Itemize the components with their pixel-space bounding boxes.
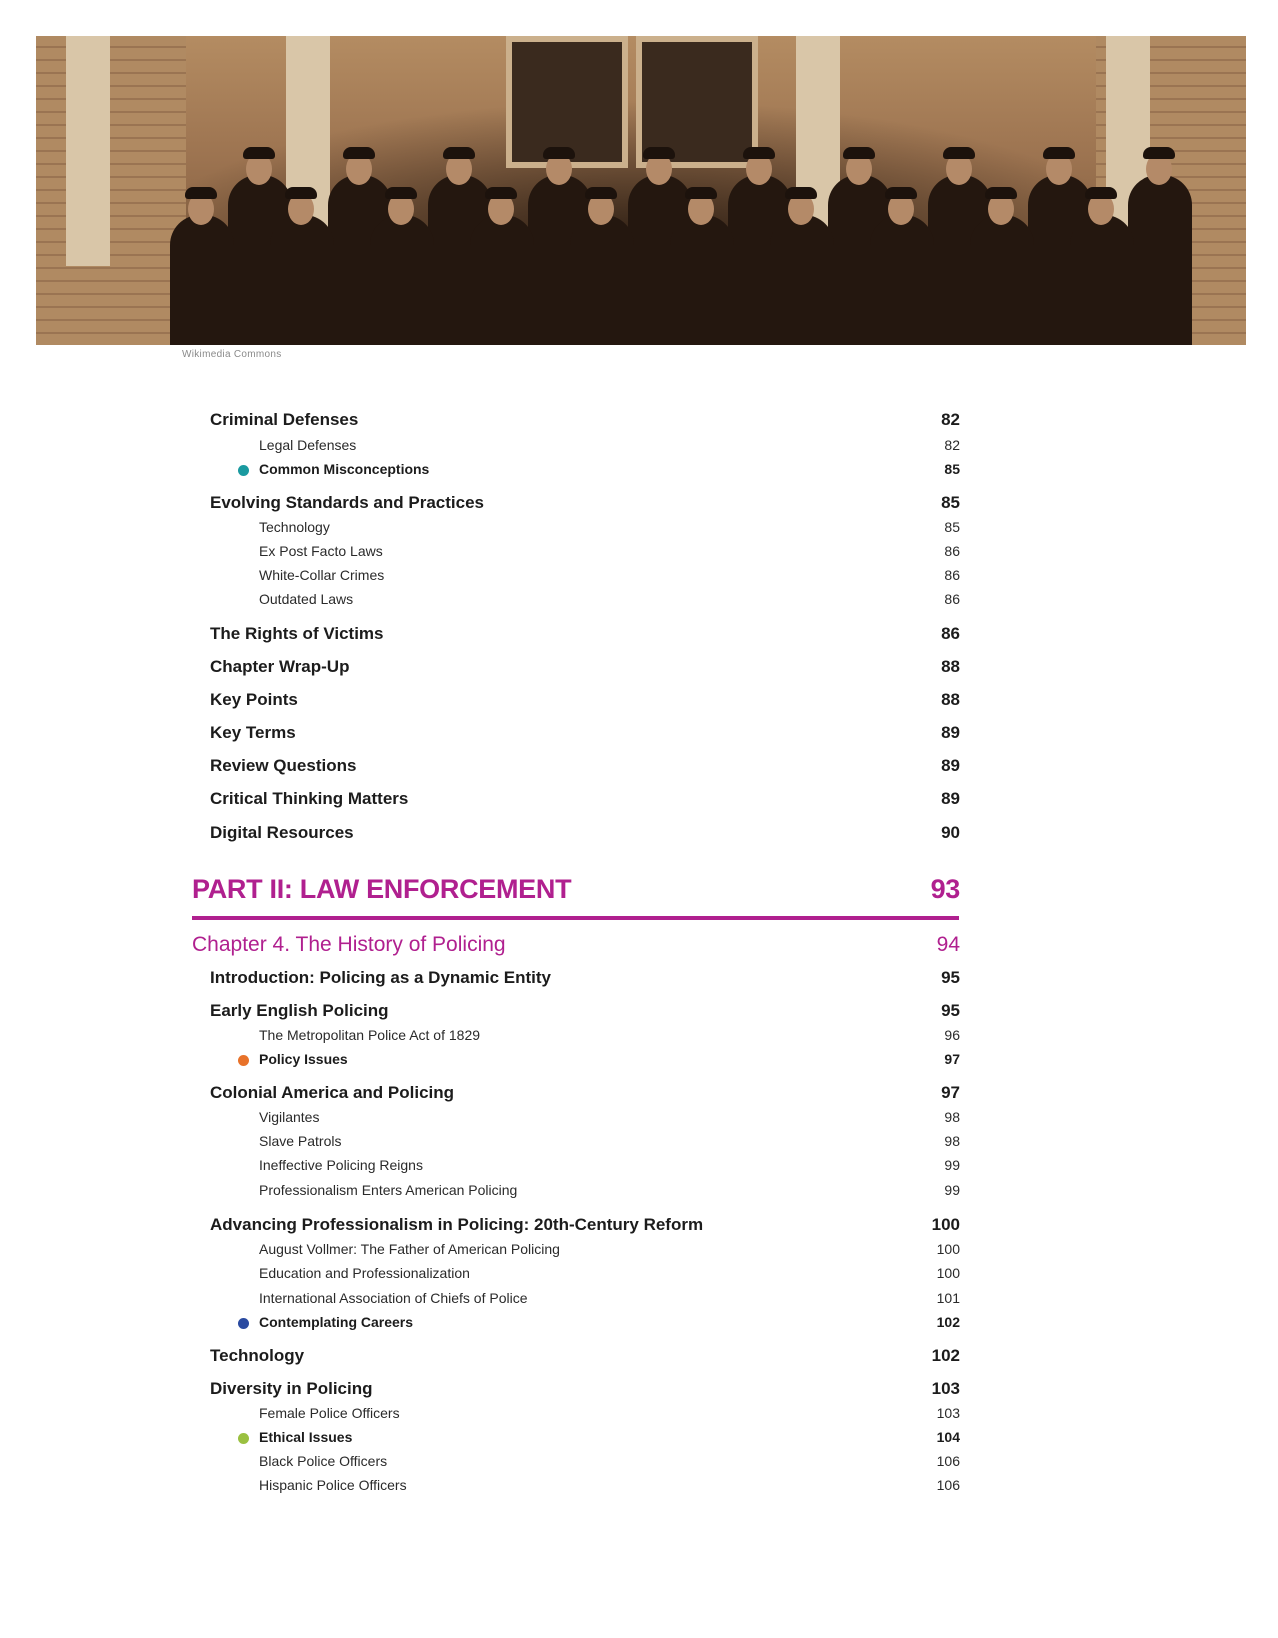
toc-entry[interactable]: [210, 968, 960, 988]
toc-entry-title: Evolving Standards and Practices: [210, 493, 484, 512]
toc-subentry[interactable]: [210, 437, 960, 457]
toc-entry-title: Critical Thinking Matters: [210, 789, 409, 808]
blue-bullet-icon: [238, 1318, 249, 1329]
toc-entry-title: Advancing Professionalism in Policing: 20th-Century Reform: [210, 1215, 704, 1234]
toc-entry-page: 89: [941, 723, 960, 742]
toc-entry-title: Early English Policing: [210, 1001, 389, 1020]
toc-entry-page: 102: [931, 1346, 960, 1365]
toc-entry[interactable]: [210, 657, 960, 677]
toc-entry-title: Female Police Officers: [259, 1405, 400, 1421]
part-title: PART II: LAW ENFORCEMENT: [192, 874, 572, 904]
toc-entry[interactable]: [210, 1083, 960, 1103]
toc-entry[interactable]: [210, 723, 960, 743]
toc-entry-page: 95: [941, 968, 960, 987]
toc-entry-page: 97: [941, 1083, 960, 1102]
toc-entry-page: 99: [944, 1182, 960, 1198]
toc-entry-page: 103: [931, 1379, 960, 1398]
toc-subentry[interactable]: [210, 1405, 960, 1425]
toc-entry-page: 100: [936, 1265, 960, 1281]
toc-entry-title: International Association of Chiefs of Police: [259, 1290, 528, 1306]
toc-entry-title: Ineffective Policing Reigns: [259, 1157, 423, 1173]
toc-entry-title: Introduction: Policing as a Dynamic Entity: [210, 968, 551, 987]
toc-subentry[interactable]: [210, 1265, 960, 1285]
toc-entry-title: The Metropolitan Police Act of 1829: [259, 1027, 481, 1043]
toc-entry[interactable]: [210, 410, 960, 430]
chapter-heading[interactable]: [192, 933, 960, 957]
toc-subentry[interactable]: [210, 1241, 960, 1261]
part-divider: [192, 916, 959, 920]
toc-entry-title: The Rights of Victims: [210, 624, 384, 643]
chapter-page: 94: [936, 933, 960, 956]
toc-entry-title: Technology: [210, 1346, 305, 1365]
toc-entry-page: 97: [944, 1051, 960, 1067]
toc-entry-title: Hispanic Police Officers: [259, 1477, 407, 1493]
toc-entry-title: Common Misconceptions: [259, 461, 430, 477]
toc-entry-title: Contemplating Careers: [259, 1314, 414, 1330]
toc-entry-title: Technology: [259, 519, 330, 535]
toc-entry-page: 100: [931, 1215, 960, 1234]
toc-entry[interactable]: [210, 1379, 960, 1399]
toc-entry-page: 88: [941, 657, 960, 676]
toc-entry-page: 102: [936, 1314, 960, 1330]
toc-entry[interactable]: [210, 690, 960, 710]
toc-entry-title: Chapter Wrap-Up: [210, 657, 350, 676]
toc-entry-page: 101: [936, 1290, 960, 1306]
toc-entry-page: 89: [941, 756, 960, 775]
toc-subentry[interactable]: [210, 567, 960, 587]
toc-subentry[interactable]: [210, 1314, 960, 1334]
toc-subentry[interactable]: [210, 1157, 960, 1177]
toc-entry-title: Professionalism Enters American Policing: [259, 1182, 518, 1198]
toc-entry-page: 86: [944, 543, 960, 559]
toc-entry-page: 95: [941, 1001, 960, 1020]
toc-subentry[interactable]: [210, 1133, 960, 1153]
toc-entry-title: Vigilantes: [259, 1109, 320, 1125]
toc-entry-page: 98: [944, 1133, 960, 1149]
toc-subentry[interactable]: [210, 519, 960, 539]
toc-entry[interactable]: [210, 493, 960, 513]
toc-subentry[interactable]: [210, 1290, 960, 1310]
toc-entry[interactable]: [210, 624, 960, 644]
toc-entry-page: 89: [941, 789, 960, 808]
toc-entry-title: White-Collar Crimes: [259, 567, 385, 583]
toc-entry-title: Black Police Officers: [259, 1453, 388, 1469]
toc-entry-title: Review Questions: [210, 756, 357, 775]
toc-entry-page: 86: [941, 624, 960, 643]
toc-entry[interactable]: [210, 1001, 960, 1021]
toc-entry-page: 85: [944, 461, 960, 477]
toc-entry-title: Slave Patrols: [259, 1133, 342, 1149]
toc-entry-page: 106: [936, 1477, 960, 1493]
toc-entry-page: 85: [944, 519, 960, 535]
toc-entry-page: 88: [941, 690, 960, 709]
toc-entry-title: Education and Professionalization: [259, 1265, 470, 1281]
toc-entry-page: 85: [941, 493, 960, 512]
toc-subentry[interactable]: [210, 1429, 960, 1449]
toc-entry-title: Digital Resources: [210, 823, 354, 842]
toc-subentry[interactable]: [210, 591, 960, 611]
teal-bullet-icon: [238, 465, 249, 476]
toc-entry[interactable]: [210, 823, 960, 843]
toc-entry-page: 82: [944, 437, 960, 453]
toc-entry-title: Criminal Defenses: [210, 410, 359, 429]
toc-subentry[interactable]: [210, 1027, 960, 1047]
toc-entry-page: 82: [941, 410, 960, 429]
toc-subentry[interactable]: [210, 1453, 960, 1473]
toc-subentry[interactable]: [210, 461, 960, 481]
toc-subentry[interactable]: [210, 1182, 960, 1202]
toc-entry-title: Key Terms: [210, 723, 296, 742]
header-photo: [36, 36, 1246, 345]
green-bullet-icon: [238, 1433, 249, 1444]
toc-entry[interactable]: [210, 1346, 960, 1366]
toc-entry[interactable]: [210, 789, 960, 809]
toc-subentry[interactable]: [210, 1109, 960, 1129]
photo-credit: Wikimedia Commons: [182, 349, 282, 360]
part-heading[interactable]: [192, 874, 960, 906]
toc-entry-page: 106: [936, 1453, 960, 1469]
toc-entry-page: 90: [941, 823, 960, 842]
toc-entry-title: Legal Defenses: [259, 437, 357, 453]
toc-entry[interactable]: [210, 756, 960, 776]
toc-entry-page: 96: [944, 1027, 960, 1043]
toc-entry-page: 86: [944, 567, 960, 583]
toc-entry-page: 86: [944, 591, 960, 607]
toc-entry-page: 104: [936, 1429, 960, 1445]
toc-entry-title: Colonial America and Policing: [210, 1083, 455, 1102]
toc-entry-page: 103: [936, 1405, 960, 1421]
toc-entry[interactable]: [210, 1215, 960, 1235]
toc-entry-title: Ex Post Facto Laws: [259, 543, 383, 559]
toc-entry-title: Ethical Issues: [259, 1429, 353, 1445]
toc-subentry[interactable]: [210, 1477, 960, 1497]
toc-entry-title: Key Points: [210, 690, 298, 709]
toc-entry-page: 98: [944, 1109, 960, 1125]
toc-entry-title: August Vollmer: The Father of American Policing: [259, 1241, 560, 1257]
toc-entry-title: Policy Issues: [259, 1051, 348, 1067]
toc-subentry[interactable]: [210, 1051, 960, 1071]
toc-subentry[interactable]: [210, 543, 960, 563]
orange-bullet-icon: [238, 1055, 249, 1066]
toc-entry-page: 100: [936, 1241, 960, 1257]
part-page: 93: [930, 874, 960, 904]
toc-entry-title: Diversity in Policing: [210, 1379, 373, 1398]
toc-entry-title: Outdated Laws: [259, 591, 354, 607]
toc-entry-page: 99: [944, 1157, 960, 1173]
chapter-title: Chapter 4. The History of Policing: [192, 933, 506, 956]
